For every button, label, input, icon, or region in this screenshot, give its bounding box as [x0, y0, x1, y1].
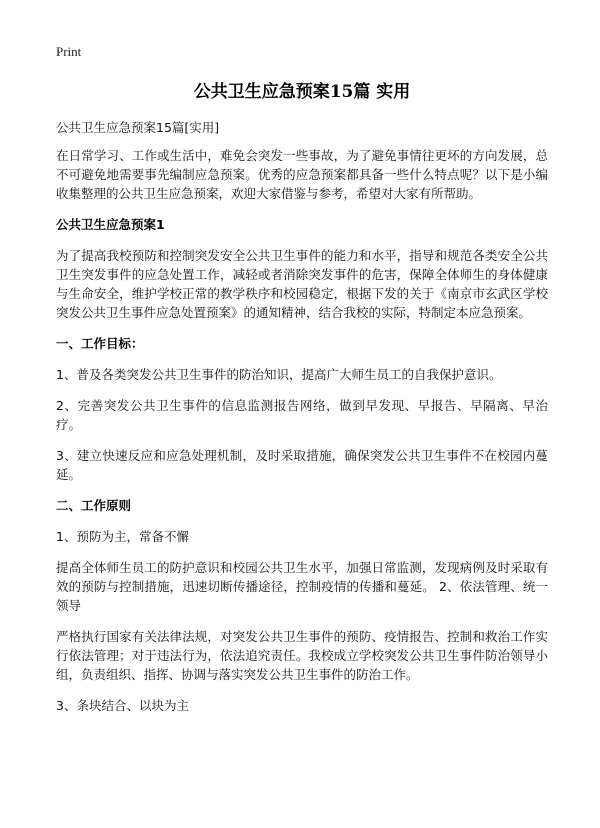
document-subtitle: 公共卫生应急预案15篇[实用]	[56, 120, 220, 135]
goal-item-1: 1、普及各类突发公共卫生事件的防治知识，提高广大师生员工的自我保护意识。	[56, 367, 502, 382]
goal-item-3: 3、建立快速反应和应急处理机制，及时采取措施，确保突发公共卫生事件不在校园内蔓延。	[56, 448, 548, 482]
intro-paragraph: 在日常学习、工作或生活中，难免会突发一些事故，为了避免事情往更坏的方向发展，总不可避免地需要事先编制应急预案。优秀的应急预案都具备一些什么特点呢？以下是小编收集整理的公共卫生应急预案，欢迎大家借鉴与参考，希望对大家有所帮助。	[56, 148, 548, 201]
plan1-paragraph: 为了提高我校预防和控制突发安全公共卫生事件的能力和水平，指导和规范各类安全公共卫生突发事件的应急处置工作，减轻或者消除突发事件的危害，保障全体师生的身体健康与生命安全，维护学校正常的教学秩序和校园稳定，根据下发的关于《南京市玄武区学校突发公共卫生事件应急处置预案》的通知精神，结合我校的实际，特制定本应急预案。	[56, 248, 548, 320]
print-link[interactable]: Print	[56, 44, 82, 59]
section1-heading: 一、工作目标：	[56, 336, 144, 351]
principle-1-body: 提高全体师生员工的防护意识和校园公共卫生水平，加强日常监测，发现病例及时采取有效的预防与控制措施，迅速切断传播途径，控制疫情的传播和蔓延。 2、依法管理、统一领导	[56, 560, 548, 613]
principle-item-3: 3、条块结合、以块为主	[56, 698, 189, 713]
principle-item-1: 1、预防为主，常备不懈	[56, 529, 189, 544]
section2-heading: 二、工作原则	[56, 498, 132, 513]
plan1-heading: 公共卫生应急预案1	[56, 217, 165, 232]
goal-item-2: 2、完善突发公共卫生事件的信息监测报告网络，做到早发现、早报告、早隔离、早治疗。	[56, 398, 548, 432]
page-title: 公共卫生应急预案15篇 实用	[193, 82, 411, 102]
principle-2-body: 严格执行国家有关法律法规，对突发公共卫生事件的预防、疫情报告、控制和救治工作实行依法管理；对于违法行为，依法追究责任。我校成立学校突发公共卫生事件防治领导小组，负责组织、指挥、协调与落实突发公共卫生事件的防治工作。	[56, 629, 548, 682]
